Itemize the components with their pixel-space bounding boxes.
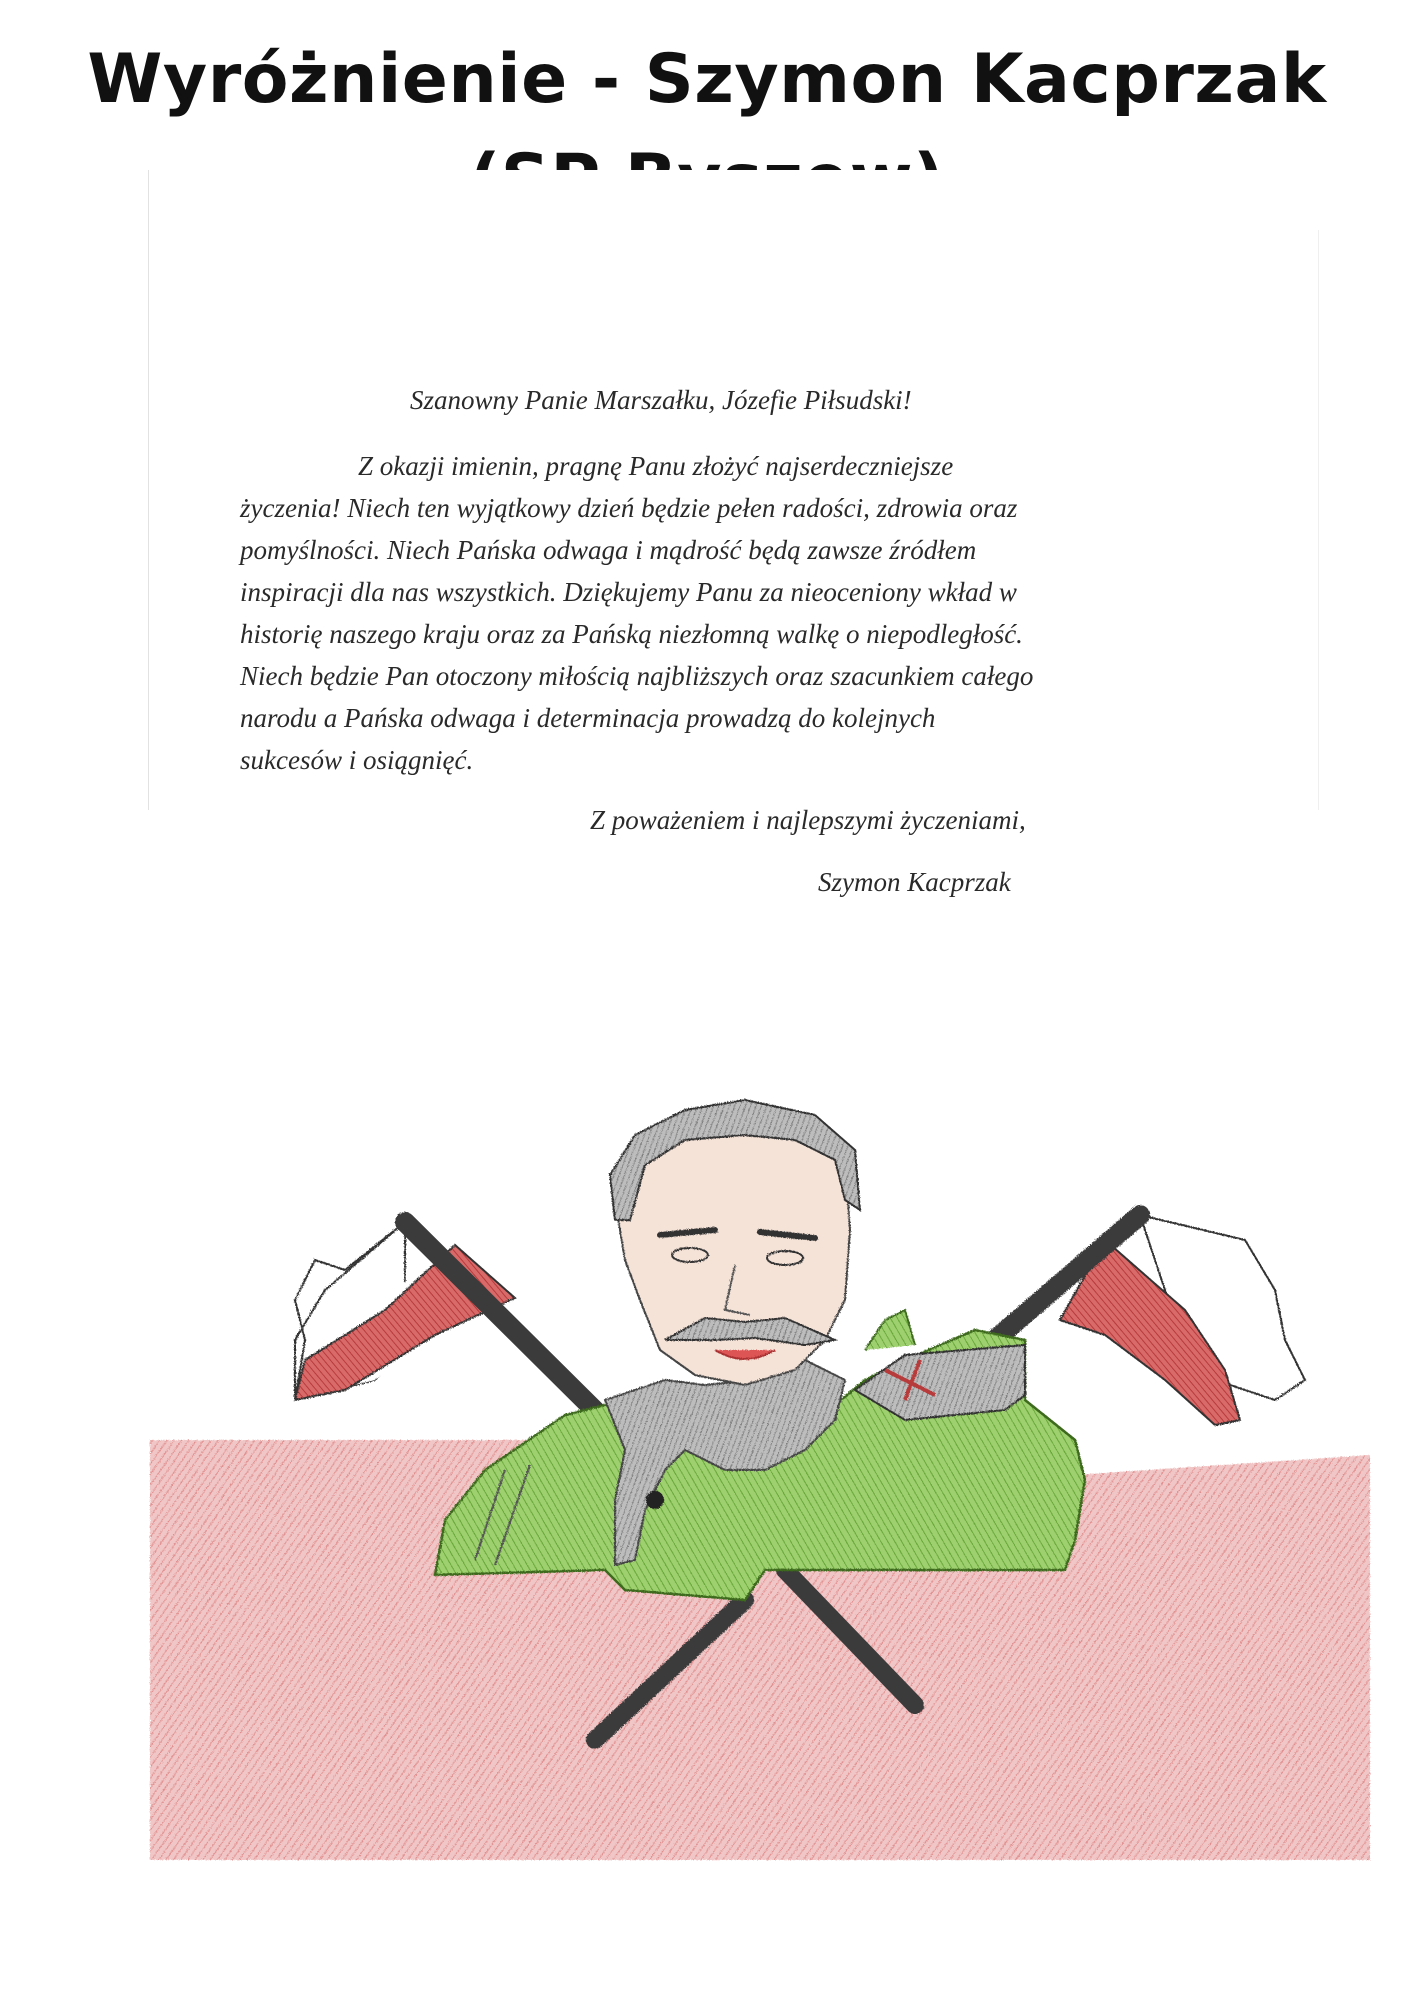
letter-line: historię naszego kraju oraz za Pańską niezłomną walkę o niepodległość. [240,619,1023,649]
scan-edge [1318,230,1319,810]
head [610,1100,860,1385]
title-line-1: Wyróżnienie - Szymon Kacprzak [87,40,1327,119]
letter-line: pomyślności. Niech Pańska odwaga i mądrość będą zawsze źródłem [240,535,977,565]
letter-line: Z okazji imienin, pragnę Panu złożyć najserdeczniejsze [358,451,954,481]
pilsudski-drawing [145,1000,1375,1900]
letter-salutation: Szanowny Panie Marszałku, Józefie Piłsudski! [410,385,912,415]
letter-line: narodu a Pańska odwaga i determinacja prowadzą do kolejnych [240,703,936,733]
letter-body [240,445,1200,781]
letter-line: sukcesów i osiągnięć. [240,745,474,775]
letter-line: życzenia! Niech ten wyjątkowy dzień będzie pełen radości, zdrowia oraz [240,493,1018,523]
letter-line: inspiracji dla nas wszystkich. Dziękujemy Panu za nieoceniony wkład w [240,577,1017,607]
letter-closing: Z poważeniem i najlepszymi życzeniami, [590,805,1026,835]
letter-signature: Szymon Kacprzak [818,867,1011,897]
letter-line: Niech będzie Pan otoczony miłością najbliższych oraz szacunkiem całego [240,661,1034,691]
scan-edge [148,170,149,810]
drawing-svg [145,1000,1375,1900]
